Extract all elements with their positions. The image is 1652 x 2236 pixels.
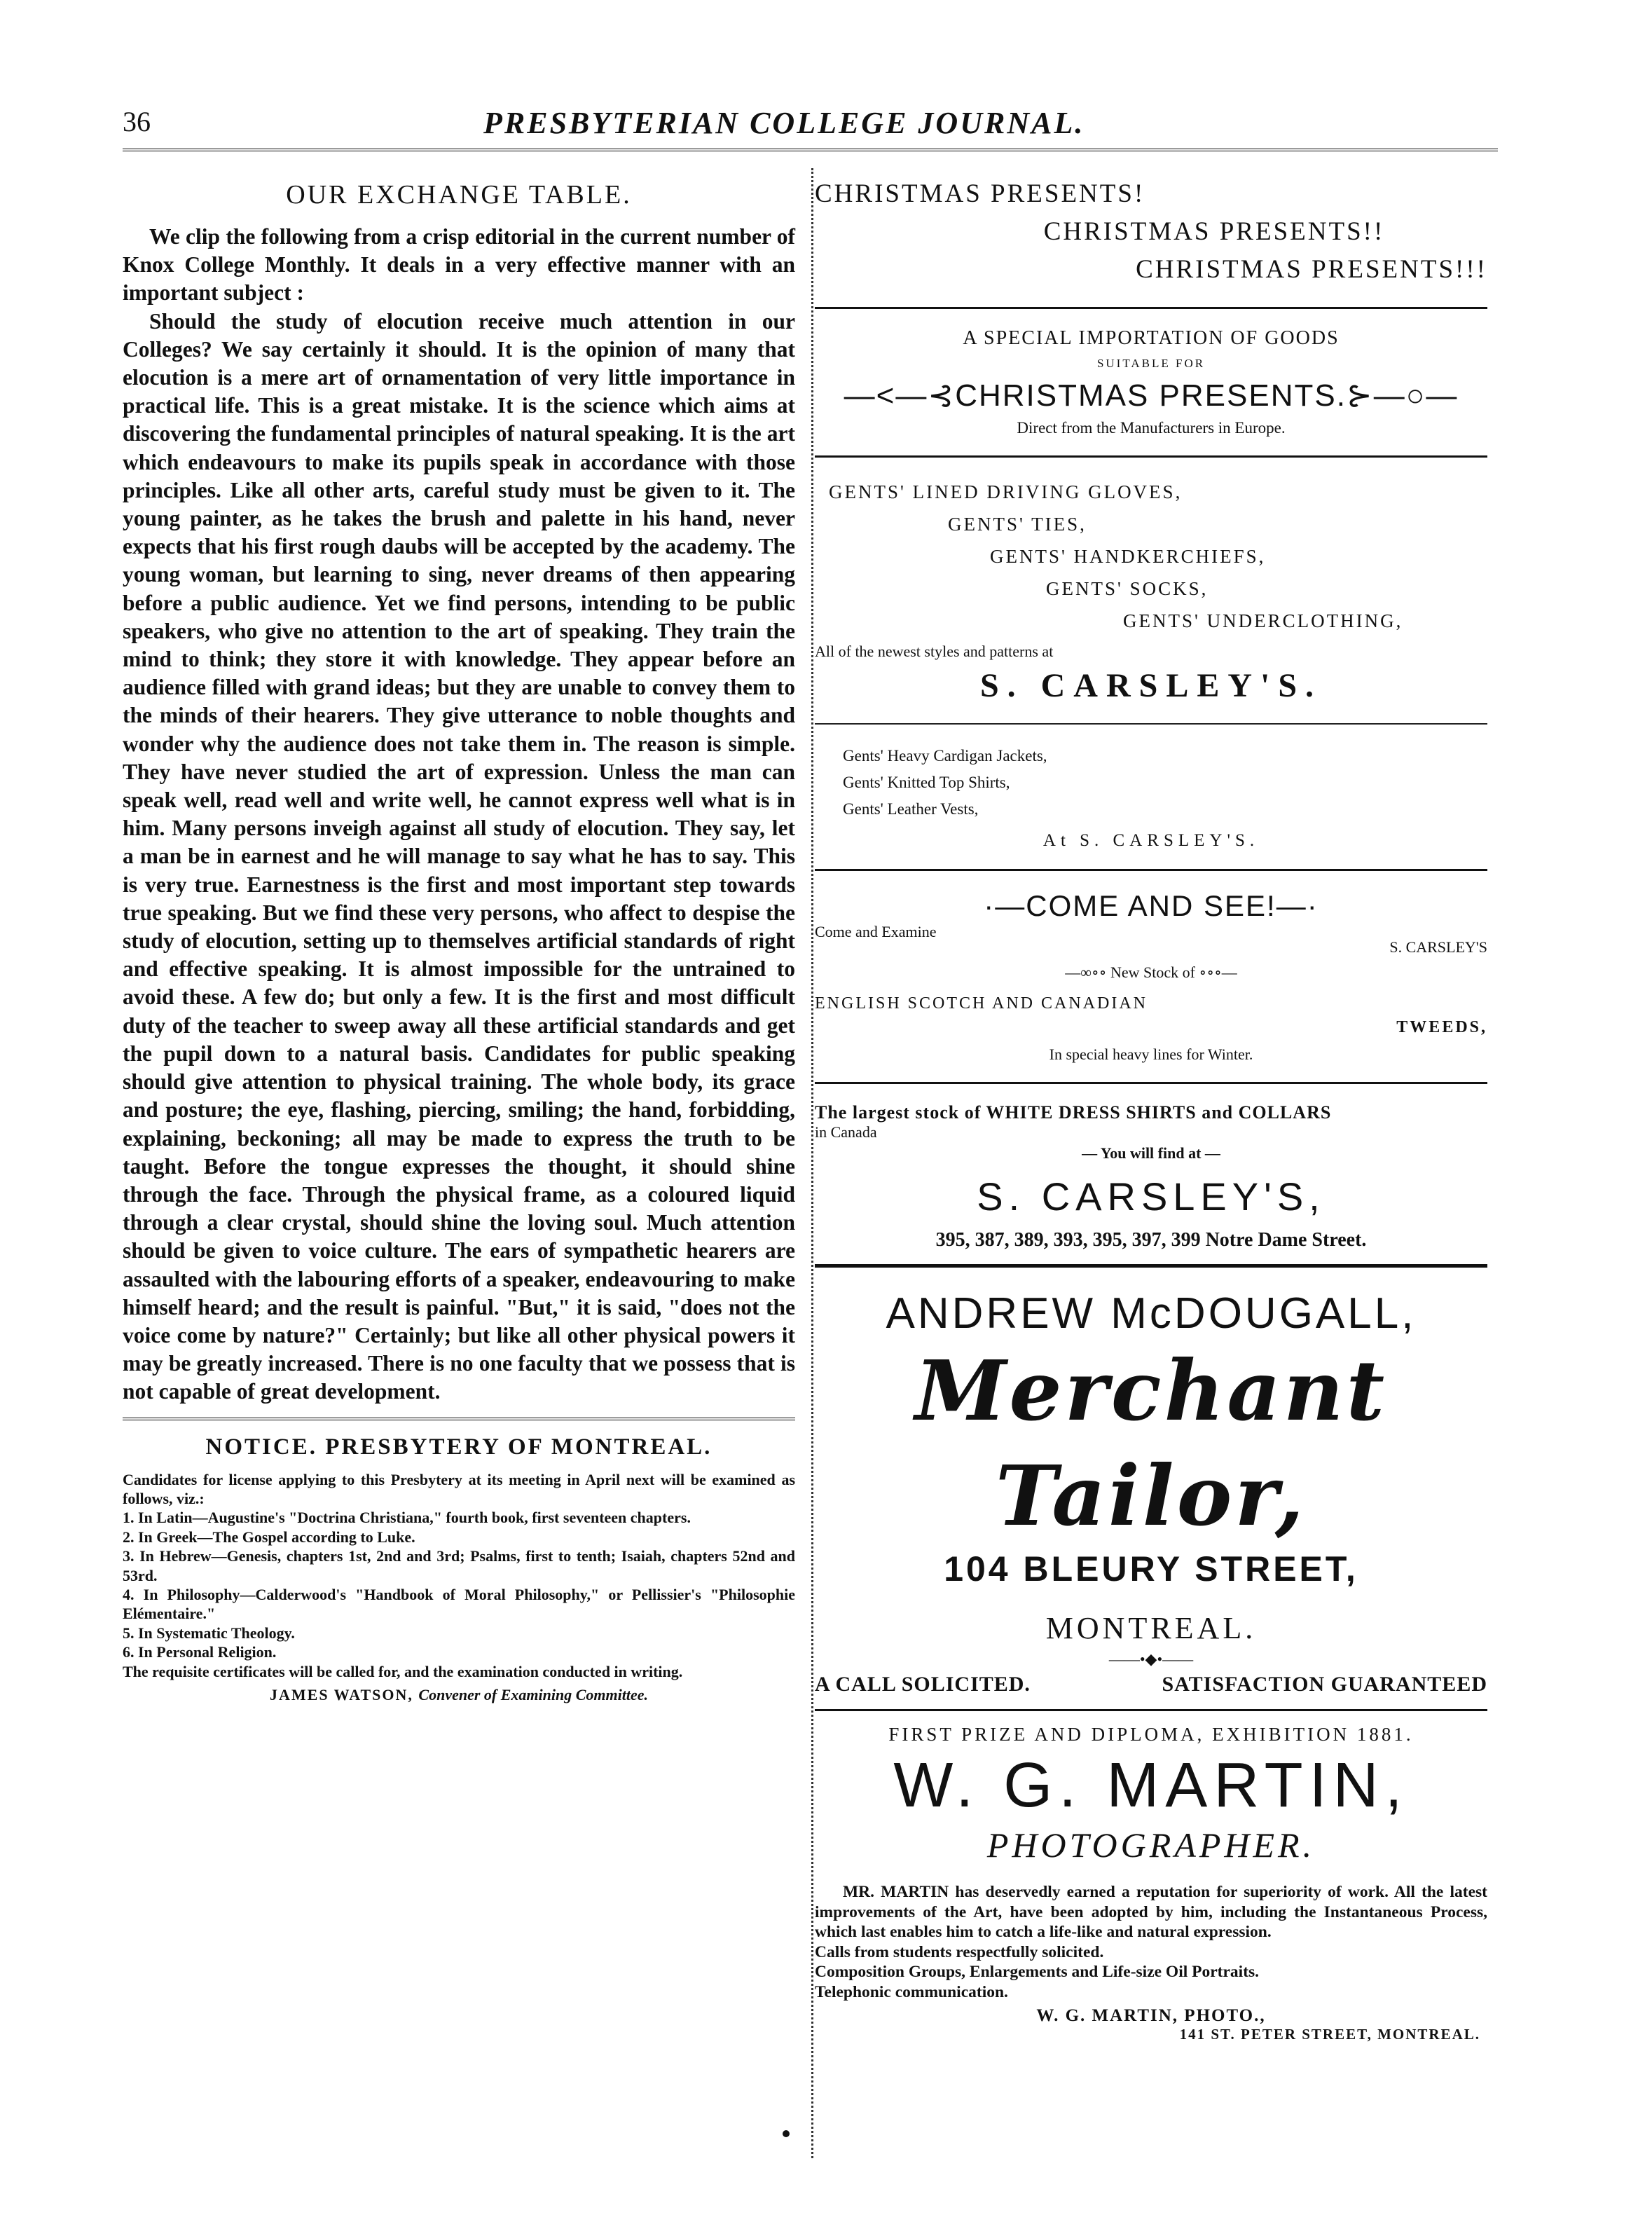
martin-text — [815, 1882, 1487, 2002]
notice-item-religion: 6. In Personal Religion. — [123, 1643, 277, 1661]
ad-rule — [815, 1709, 1487, 1711]
notre-dame-address: 395, 387, 389, 393, 395, 397, 399 Notre Dame Street. — [935, 1229, 1367, 1251]
gents-item: GENTS' SOCKS, — [1046, 578, 1209, 599]
jackets-list — [815, 743, 1487, 823]
notice-intro: Candidates for license applying to this Presbytery at its meeting in April next will be examined as follows, viz.: — [123, 1470, 795, 1507]
christmas-presents-line-3: CHRISTMAS PRESENTS!!! — [1136, 255, 1487, 284]
come-and-examine: Come and Examine — [815, 923, 937, 940]
page-dot — [783, 2130, 790, 2137]
tweeds-row — [815, 994, 1487, 1037]
gents-item: GENTS' HANDKERCHIEFS, — [990, 546, 1266, 567]
direct-from-manufacturers: Direct from the Manufacturers in Europe. — [1017, 419, 1286, 437]
column-divider — [811, 168, 813, 2158]
jackets-item: Gents' Knitted Top Shirts, — [843, 774, 1010, 791]
come-and-see: ·—COME AND SEE!—· — [984, 889, 1319, 922]
jackets-item: Gents' Heavy Cardigan Jackets, — [843, 747, 1047, 764]
notice-item-philosophy: 4. In Philosophy—Calderwood's "Handbook of Moral Philosophy," or Pellissier's "Philosophie Elémentaire." — [123, 1585, 795, 1623]
new-stock: —∞∘∘ New Stock of ∘∘∘— — [1065, 963, 1237, 981]
christmas-presents-line-2: CHRISTMAS PRESENTS!! — [1043, 217, 1385, 246]
in-canada: in Canada — [815, 1123, 877, 1141]
english-scotch-canadian: ENGLISH SCOTCH AND CANADIAN — [815, 994, 1148, 1013]
article-body: Should the study of elocution receive much attention in our Colleges? We say certainly it should. It is the opinion of many that elocution is a mere art of ornamentation of very little importance in practical life. This is a great mistake. It is the science which aims at discovering the fundamental principles of natural speaking. It is the art which endeavours to make its pupils speak in accordance with those principles. Like all other arts, careful study must be given to it. The young painter, as he takes the brush and palette in his hand, never expects that his first rough daubs will be accepted by the academy. The young woman, but learning to sing, never dreams of then appearing before a public audience. Yet we find persons, intending to be public speakers, who give no attention to the art of speaking. They train the mind to think; they store it with knowledge. They appear before an audience filled with grand ideas; but they are unable to convey them to the minds of their hearers. They give utterance to noble thoughts and wonder why the audience does not take them in. The reason is simple. They have never studied the art of expression. Unless the man can speak well, read well and write well, he cannot express well what is in him. Many persons inveigh against all study of elocution. They say, let a man be in earnest and he will manage to say what he has to say. This is very true. Earnestness is the first and most important step towards true speaking. But we find these very persons, who affect to despise the study of elocution, setting up to themselves artificial standards of right and effective speaking. It is almost impossible for the untrained to avoid these. A few do; but only a few. It is the first and most difficult duty of the teacher to sweep away all these artificial standards and get the pupil down to a natural basis. Candidates for public speaking should give attention to physical training. The whole body, its grace and posture; the eye, flashing, piercing, smiling; the hand, forbidding, explaining, beckoning; all may be made to express the truth to be taught. Before the tongue expresses the thought, it should shine through the face. Through the physical frame, as a coloured liquid through a clear crystal, should shine the loving soul. Much attention should be given to voice culture. The ears of sympathetic hearers are assaulted with the labouring efforts of a speaker, endeavouring to make himself heard; and the result is painful. "But," it is said, "does not the voice come by nature?" Certainly; but like all other physical powers it may be greatly increased. There is no one faculty that we possess that is not capable of great development. — [123, 308, 795, 1404]
gents-item: GENTS' TIES, — [948, 514, 1087, 535]
martin-body: Telephonic communication. — [815, 1982, 1008, 2001]
presbytery-notice — [123, 1470, 795, 1705]
suitable-for: SUITABLE FOR — [1096, 357, 1206, 370]
ad-rule-heavy — [815, 1264, 1487, 1268]
first-prize: FIRST PRIZE AND DIPLOMA, EXHIBITION 1881. — [888, 1724, 1414, 1745]
notice-item-theology: 5. In Systematic Theology. — [123, 1624, 295, 1642]
montreal: MONTREAL. — [1045, 1611, 1257, 1645]
header-rule — [123, 149, 1498, 151]
ad-rule — [815, 869, 1487, 871]
special-heavy-lines: In special heavy lines for Winter. — [1049, 1045, 1253, 1063]
article-intro: We clip the following from a crisp editorial in the current number of Knox College Monthly. It deals in a very effective manner with an important subject : — [123, 224, 795, 306]
martin-body: Calls from students respectfully solicited. — [815, 1942, 1104, 1961]
andrew-mcdougall: ANDREW McDOUGALL, — [886, 1289, 1417, 1338]
examine-row — [815, 923, 1487, 956]
call-solicited: A CALL SOLICITED. — [815, 1673, 1031, 1696]
ad-rule — [815, 455, 1487, 458]
gents-item: GENTS' UNDERCLOTHING, — [1123, 610, 1403, 631]
notice-signature — [123, 1685, 795, 1704]
exchange-table-title: OUR EXCHANGE TABLE. — [286, 180, 632, 210]
martin-signature: W. G. MARTIN, PHOTO., — [1036, 2006, 1266, 2025]
notice-item-hebrew: 3. In Hebrew—Genesis, chapters 1st, 2nd and 3rd; Psalms, first to tenth; Isaiah, chapters 52nd and 53rd. — [123, 1547, 795, 1584]
jackets-item: Gents' Leather Vests, — [843, 800, 979, 818]
notice-title: NOTICE. PRESBYTERY OF MONTREAL. — [205, 1434, 713, 1460]
importation-ad — [815, 327, 1487, 437]
carsley-bold-name: S. CARSLEY'S. — [979, 667, 1323, 704]
christmas-presents-line-1: CHRISTMAS PRESENTS! — [815, 179, 1145, 208]
all-newest-styles: All of the newest styles and patterns at — [815, 643, 1054, 660]
at-carsleys: At S. CARSLEY'S. — [1042, 831, 1260, 850]
notice-item-greek: 2. In Greek—The Gospel according to Luke. — [123, 1528, 415, 1546]
martin-address: 141 ST. PETER STREET, MONTREAL. — [1179, 2026, 1480, 2043]
notice-separator — [123, 1418, 795, 1420]
largest-stock: The largest stock of WHITE DRESS SHIRTS and COLLARS — [815, 1102, 1332, 1123]
notice-item-latin: 1. In Latin—Augustine's "Doctrina Christiana," fourth book, first seventeen chapters. — [123, 1509, 691, 1527]
special-importation: A SPECIAL IMPORTATION OF GOODS — [963, 327, 1340, 349]
merchant-tailor: Merchant Tailor, — [914, 1342, 1388, 1544]
bleury-street: 104 BLEURY STREET, — [944, 1549, 1358, 1589]
ad-rule — [815, 723, 1487, 725]
signature-role: Convener of Examining Committee. — [418, 1686, 648, 1703]
ornament: ——•◆•—— — [1108, 1650, 1194, 1668]
page-number: 36 — [123, 106, 151, 137]
gents-item: GENTS' LINED DRIVING GLOVES, — [829, 481, 1183, 502]
right-column — [815, 175, 1487, 2043]
signature-name: JAMES WATSON, — [270, 1686, 413, 1703]
notice-closing: The requisite certificates will be called for, and the examination conducted in writing. — [123, 1662, 683, 1680]
christmas-presents-heading: —<—⊰CHRISTMAS PRESENTS.⊱—○— — [844, 378, 1459, 413]
photographer: PHOTOGRAPHER. — [986, 1825, 1316, 1865]
ad-rule — [815, 1082, 1487, 1084]
left-column — [123, 175, 795, 1704]
you-will-find: — You will find at — — [1082, 1144, 1220, 1162]
martin-body: Composition Groups, Enlargements and Life-size Oil Portraits. — [815, 1963, 1260, 1981]
satisfaction-guaranteed: SATISFACTION GUARANTEED — [1162, 1673, 1487, 1696]
exchange-article — [123, 223, 795, 1406]
ad-rule — [815, 307, 1487, 309]
carsleys-small: S. CARSLEY'S — [1389, 938, 1487, 956]
journal-title: PRESBYTERIAN COLLEGE JOURNAL. — [483, 106, 1085, 140]
call-row — [815, 1673, 1487, 1696]
gents-list — [815, 476, 1487, 637]
martin-name: W. G. MARTIN, — [893, 1750, 1409, 1820]
martin-body: MR. MARTIN has deservedly earned a reputation for superiority of work. All the latest improvements of the Art, have been adopted by him, including the Instantaneous Process, which last enables him to catch a life-like and natural expression. — [815, 1883, 1487, 1941]
tweeds-label: TWEEDS, — [1396, 1018, 1487, 1036]
carsleys-large: S. CARSLEY'S, — [977, 1174, 1326, 1219]
